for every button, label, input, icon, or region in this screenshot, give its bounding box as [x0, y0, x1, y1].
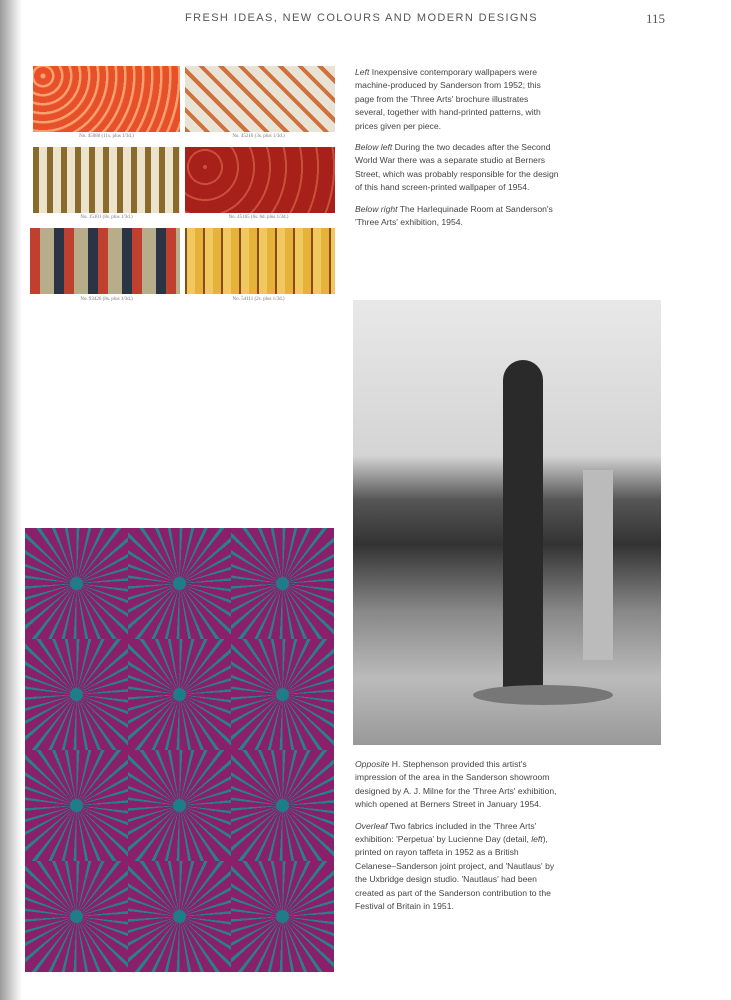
screen-printed-wallpaper — [25, 528, 334, 972]
swatch-caption: No. 45080 (11s. plus 1/3d.) — [79, 134, 134, 139]
wallpaper-swatch — [185, 66, 335, 132]
caption-lead: Left — [355, 67, 370, 77]
running-header: FRESH IDEAS, NEW COLOURS AND MODERN DESIGNS — [185, 12, 538, 24]
caption-block-top — [355, 66, 560, 237]
caption-lead: Overleaf — [355, 820, 388, 831]
caption-block-bottom — [355, 758, 560, 921]
wallpaper-swatch — [185, 228, 335, 294]
harlequinade-room-photo — [353, 300, 661, 745]
caption-text: ), printed on rayon taffeta in 1952 as a British Celanese–Sanderson joint project, and 'Nautlaus' by the Uxbridge design studio. 'Nautlaus' had been created as part of the Sanderson contribution to the Festival of Britain in 1951. — [355, 834, 555, 912]
caption-below-right — [355, 203, 560, 230]
photo-drape — [583, 470, 613, 660]
caption-below-left — [355, 141, 560, 195]
page-number: 115 — [646, 11, 666, 26]
photo-platform — [473, 685, 613, 705]
photo-column — [503, 360, 543, 690]
caption-overleaf — [355, 820, 560, 914]
caption-lead: Below left — [355, 142, 393, 153]
caption-text: H. Stephenson provided this artist's impression of the area in the Sanderson showroom designed by A. J. Milne for the 'Three Arts' exhibition, which opened at Berners Street in January 1954. — [355, 759, 557, 810]
caption-text: The Harlequinade Room at Sanderson's 'Three Arts' exhibition, 1954. — [355, 203, 553, 228]
caption-opposite — [355, 758, 560, 812]
book-gutter — [0, 0, 22, 1000]
caption-text: During the two decades after the Second World War there was a separate studio at Berners Street, which was probably responsible for the design of this hand screen-printed wallpaper of 1954. — [355, 142, 559, 193]
swatch-caption: No. 45165 (6s. 6d. plus 1/3d.) — [228, 215, 289, 220]
wallpaper-swatch — [33, 66, 180, 132]
wallpaper-swatch — [185, 147, 335, 213]
caption-text: Two fabrics included in the 'Three Arts' exhibition: 'Perpetua' by Lucienne Day (detail, — [355, 820, 537, 845]
caption-lead: Below right — [355, 203, 398, 214]
wallpaper-swatch — [33, 147, 180, 213]
swatch-caption: No. 93426 (8s. plus 1/3d.) — [80, 297, 133, 302]
caption-lead: Opposite — [355, 759, 390, 769]
wallpaper-swatch — [30, 228, 180, 294]
caption-text: Inexpensive contemporary wallpapers were machine-produced by Sanderson from 1952; this page from the 'Three Arts' brochure illustrates several, together with hand-printed patterns, with prices given per piece. — [355, 67, 541, 131]
caption-lead: left — [531, 834, 543, 845]
swatch-caption: No. 15101 (8s. plus 1/3d.) — [80, 215, 133, 220]
swatch-caption: No. 45216 (3s. plus 1/3d.) — [232, 134, 285, 139]
caption-left — [355, 66, 560, 133]
swatch-caption: No. 54111 (2s. plus 1/3d.) — [232, 297, 285, 302]
